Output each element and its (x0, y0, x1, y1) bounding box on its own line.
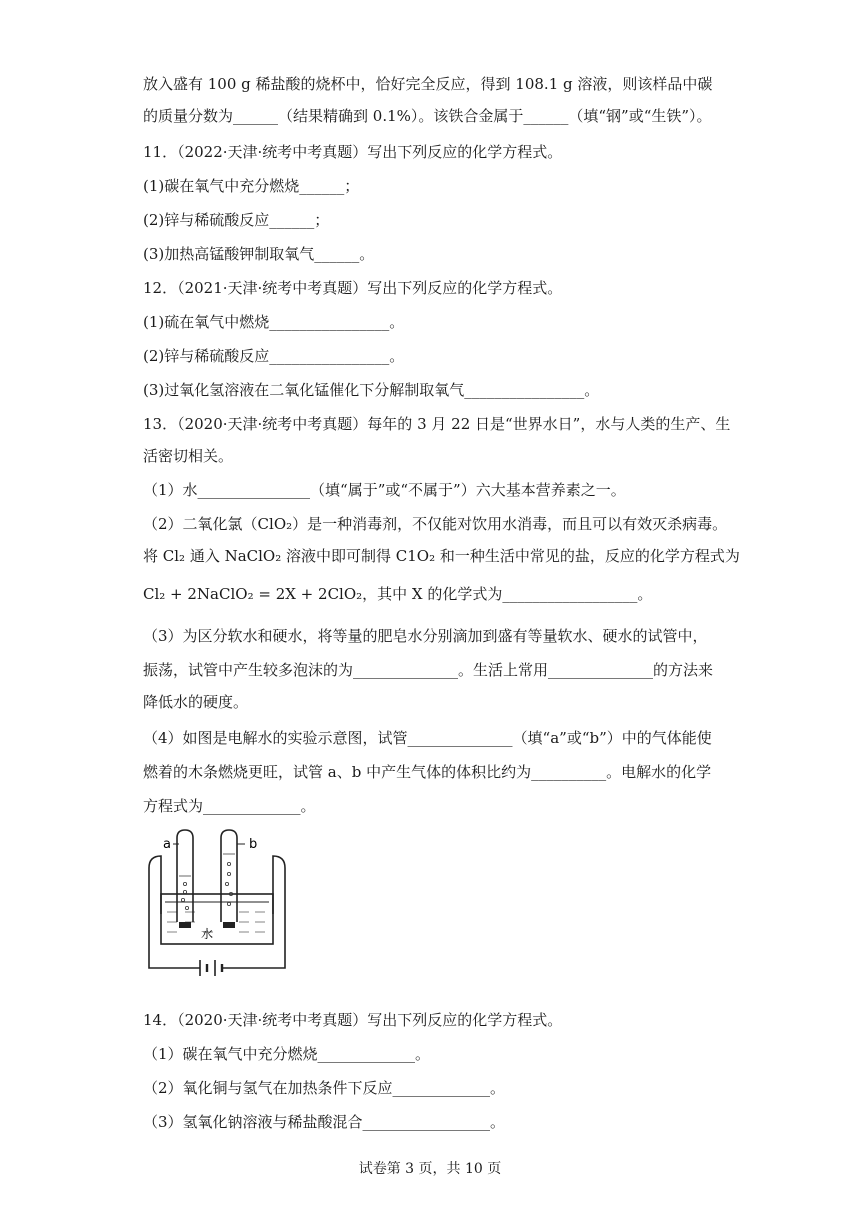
electrolysis-diagram (145, 826, 295, 976)
question-12-part-3: (3)过氧化氢溶液在二氧化锰催化下分解制取氧气________________。 (143, 381, 600, 399)
question-12-title: 12．（2021·天津·统考中考真题）写出下列反应的化学方程式。 (143, 279, 563, 297)
question-13-part-3b: 振荡，试管中产生较多泡沫的为______________。生活上常用______________的方法来 (143, 661, 714, 679)
question-13-title: 13．（2020·天津·统考中考真题）每年的 3 月 22 日是“世界水日”，水与人类的生产、生 (143, 415, 731, 433)
electrode-b (223, 922, 235, 928)
electrode-a (179, 922, 191, 928)
question-14-part-3: （3）氢氧化钠溶液与稀盐酸混合_________________。 (143, 1113, 506, 1131)
text-line: 放入盛有 100 g 稀盐酸的烧杯中，恰好完全反应，得到 108.1 g 溶液，则该样品中碳 (143, 75, 713, 93)
question-13-part-2b: 将 Cl₂ 通入 NaClO₂ 溶液中即可制得 C1O₂ 和一种生活中常见的盐，反应的化学方程式为 (143, 547, 740, 565)
question-13-part-4c: 方程式为_____________。 (143, 797, 316, 815)
question-11-part-2: (2)锌与稀硫酸反应______； (143, 211, 330, 229)
question-13-title-cont: 活密切相关。 (143, 447, 234, 465)
question-14-part-1: （1）碳在氧气中充分燃烧_____________。 (143, 1045, 431, 1063)
label-b: b (249, 837, 258, 852)
question-14-part-2: （2）氧化铜与氢气在加热条件下反应_____________。 (143, 1079, 506, 1097)
question-12-part-1: (1)硫在氧气中燃烧________________。 (143, 313, 405, 331)
text-line: 的质量分数为______（结果精确到 0.1%）。该铁合金属于______（填“钢”或“生铁”）。 (143, 107, 712, 125)
question-13-part-3c: 降低水的硬度。 (143, 693, 249, 711)
question-11-title: 11．（2022·天津·统考中考真题）写出下列反应的化学方程式。 (143, 143, 563, 161)
label-a: a (163, 837, 171, 852)
page-footer: 试卷第 3 页，共 10 页 (358, 1161, 502, 1177)
question-13-part-3a: （3）为区分软水和硬水，将等量的肥皂水分别滴加到盛有等量软水、硬水的试管中， (143, 627, 708, 645)
question-13-part-4a: （4）如图是电解水的实验示意图，试管______________（填“a”或“b”）中的气体能使 (143, 729, 712, 747)
question-13-part-2a: （2）二氧化氯（ClO₂）是一种消毒剂，不仅能对饮用水消毒，而且可以有效灭杀病毒。 (143, 515, 728, 533)
question-14-title: 14．（2020·天津·统考中考真题）写出下列反应的化学方程式。 (143, 1011, 563, 1029)
label-water: 水 (201, 927, 214, 941)
question-11-part-1: (1)碳在氧气中充分燃烧______； (143, 177, 360, 195)
gas-bubbles (181, 862, 232, 909)
question-13-equation: Cl₂ + 2NaClO₂ = 2X + 2ClO₂，其中 X 的化学式为__________________。 (143, 585, 653, 603)
question-13-part-4b: 燃着的木条燃烧更旺，试管 a、b 中产生气体的体积比约为__________。电解水的化学 (143, 763, 712, 781)
question-12-part-2: (2)锌与稀硫酸反应________________。 (143, 347, 405, 365)
question-11-part-3: (3)加热高锰酸钾制取氧气______。 (143, 245, 375, 263)
question-13-part-1: （1）水_______________（填“属于”或“不属于”）六大基本营养素之一。 (143, 481, 626, 499)
